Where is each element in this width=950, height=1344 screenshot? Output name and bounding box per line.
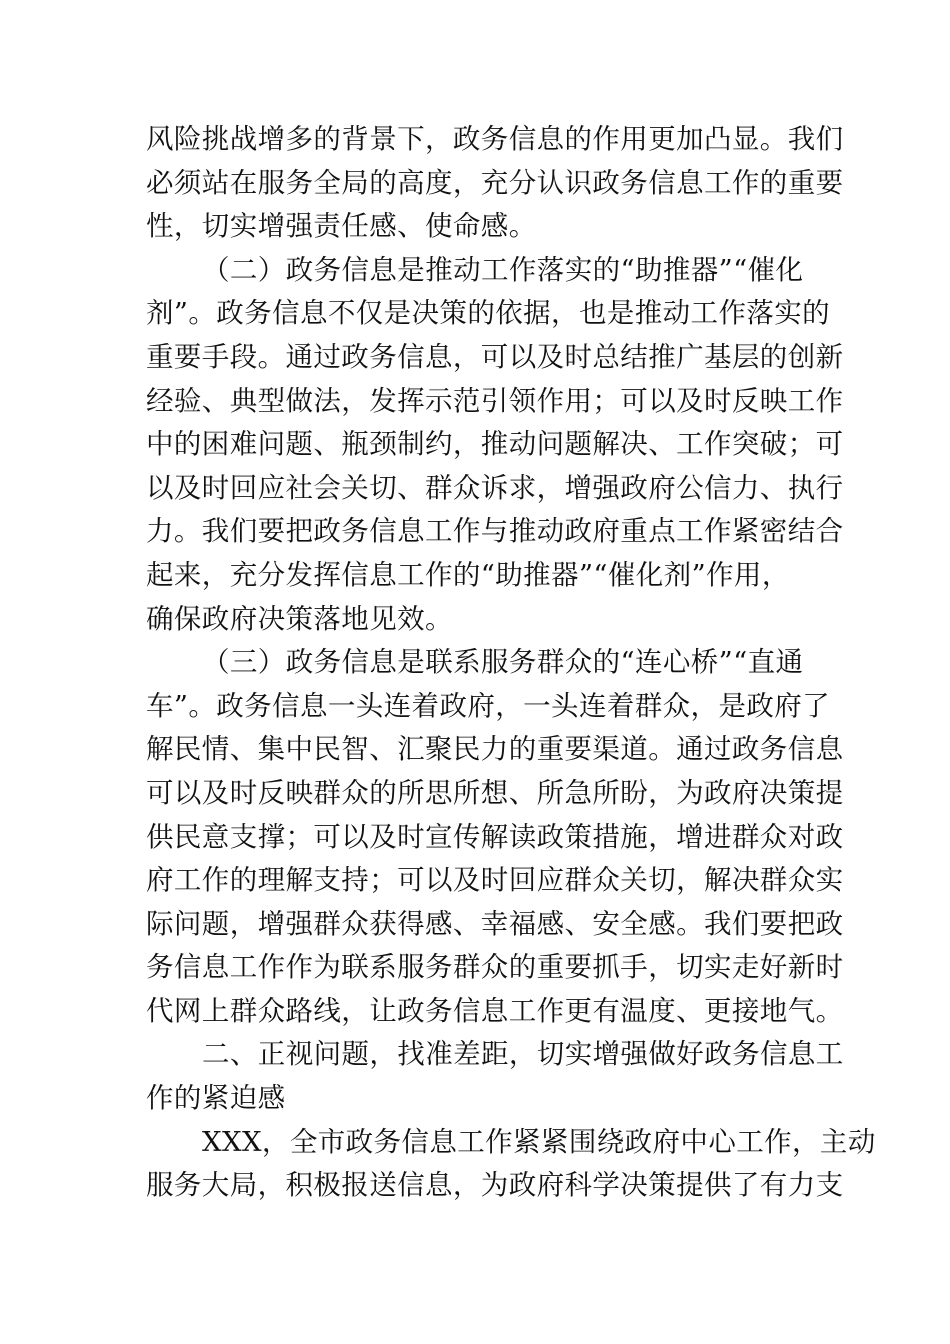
text-line: 解民情、集中民智、汇聚民力的重要渠道。通过政务信息 (146, 733, 844, 766)
text-line: 可以及时反映群众的所思所想、所急所盼，为政府决策提 (146, 776, 844, 809)
text-line: 供民意支撑；可以及时宣传解读政策措施，增进群众对政 (146, 820, 844, 853)
text-line: 际问题，增强群众获得感、幸福感、安全感。我们要把政 (146, 907, 844, 940)
text-line: 府工作的理解支持；可以及时回应群众关切，解决群众实 (146, 864, 844, 897)
text-line: 以及时回应社会关切、群众诉求，增强政府公信力、执行 (146, 471, 844, 504)
text-line: 重要手段。通过政务信息，可以及时总结推广基层的创新 (146, 340, 844, 373)
text-line: XXX，全市政务信息工作紧紧围绕政府中心工作，主动 (202, 1125, 876, 1158)
text-line: 风险挑战增多的背景下，政务信息的作用更加凸显。我们 (146, 123, 844, 155)
text-line: 性，切实增强责任感、使命感。 (146, 210, 537, 243)
section-heading-line: 作的紧迫感 (146, 1082, 286, 1115)
text-line: 力。我们要把政务信息工作与推动政府重点工作紧密结合 (146, 515, 844, 548)
text-line: 必须站在服务全局的高度，充分认识政务信息工作的重要 (146, 166, 844, 199)
text-line: 确保政府决策落地见效。 (146, 602, 453, 635)
document-page (146, 118, 876, 1208)
section-heading-line: 二、正视问题，找准差距，切实增强做好政务信息工 (202, 1038, 844, 1071)
text-line: 经验、典型做法，发挥示范引领作用；可以及时反映工作 (146, 384, 844, 417)
text-line: 车”。政务信息一头连着政府，一头连着群众，是政府了 (146, 689, 831, 722)
text-line: 起来，充分发挥信息工作的“助推器”“催化剂”作用， (146, 558, 790, 591)
text-line: 代网上群众路线，让政务信息工作更有温度、更接地气。 (146, 994, 844, 1027)
text-line: 中的困难问题、瓶颈制约，推动问题解决、工作突破；可 (146, 428, 844, 461)
section-heading-line: （三）政务信息是联系服务群众的“连心桥”“直通 (202, 646, 804, 679)
text-line: 服务大局，积极报送信息，为政府科学决策提供了有力支 (146, 1169, 844, 1202)
text-line: 剂”。政务信息不仅是决策的依据，也是推动工作落实的 (146, 297, 831, 330)
section-heading-line: （二）政务信息是推动工作落实的“助推器”“催化 (202, 253, 804, 286)
text-line: 务信息工作作为联系服务群众的重要抓手，切实走好新时 (146, 951, 844, 984)
